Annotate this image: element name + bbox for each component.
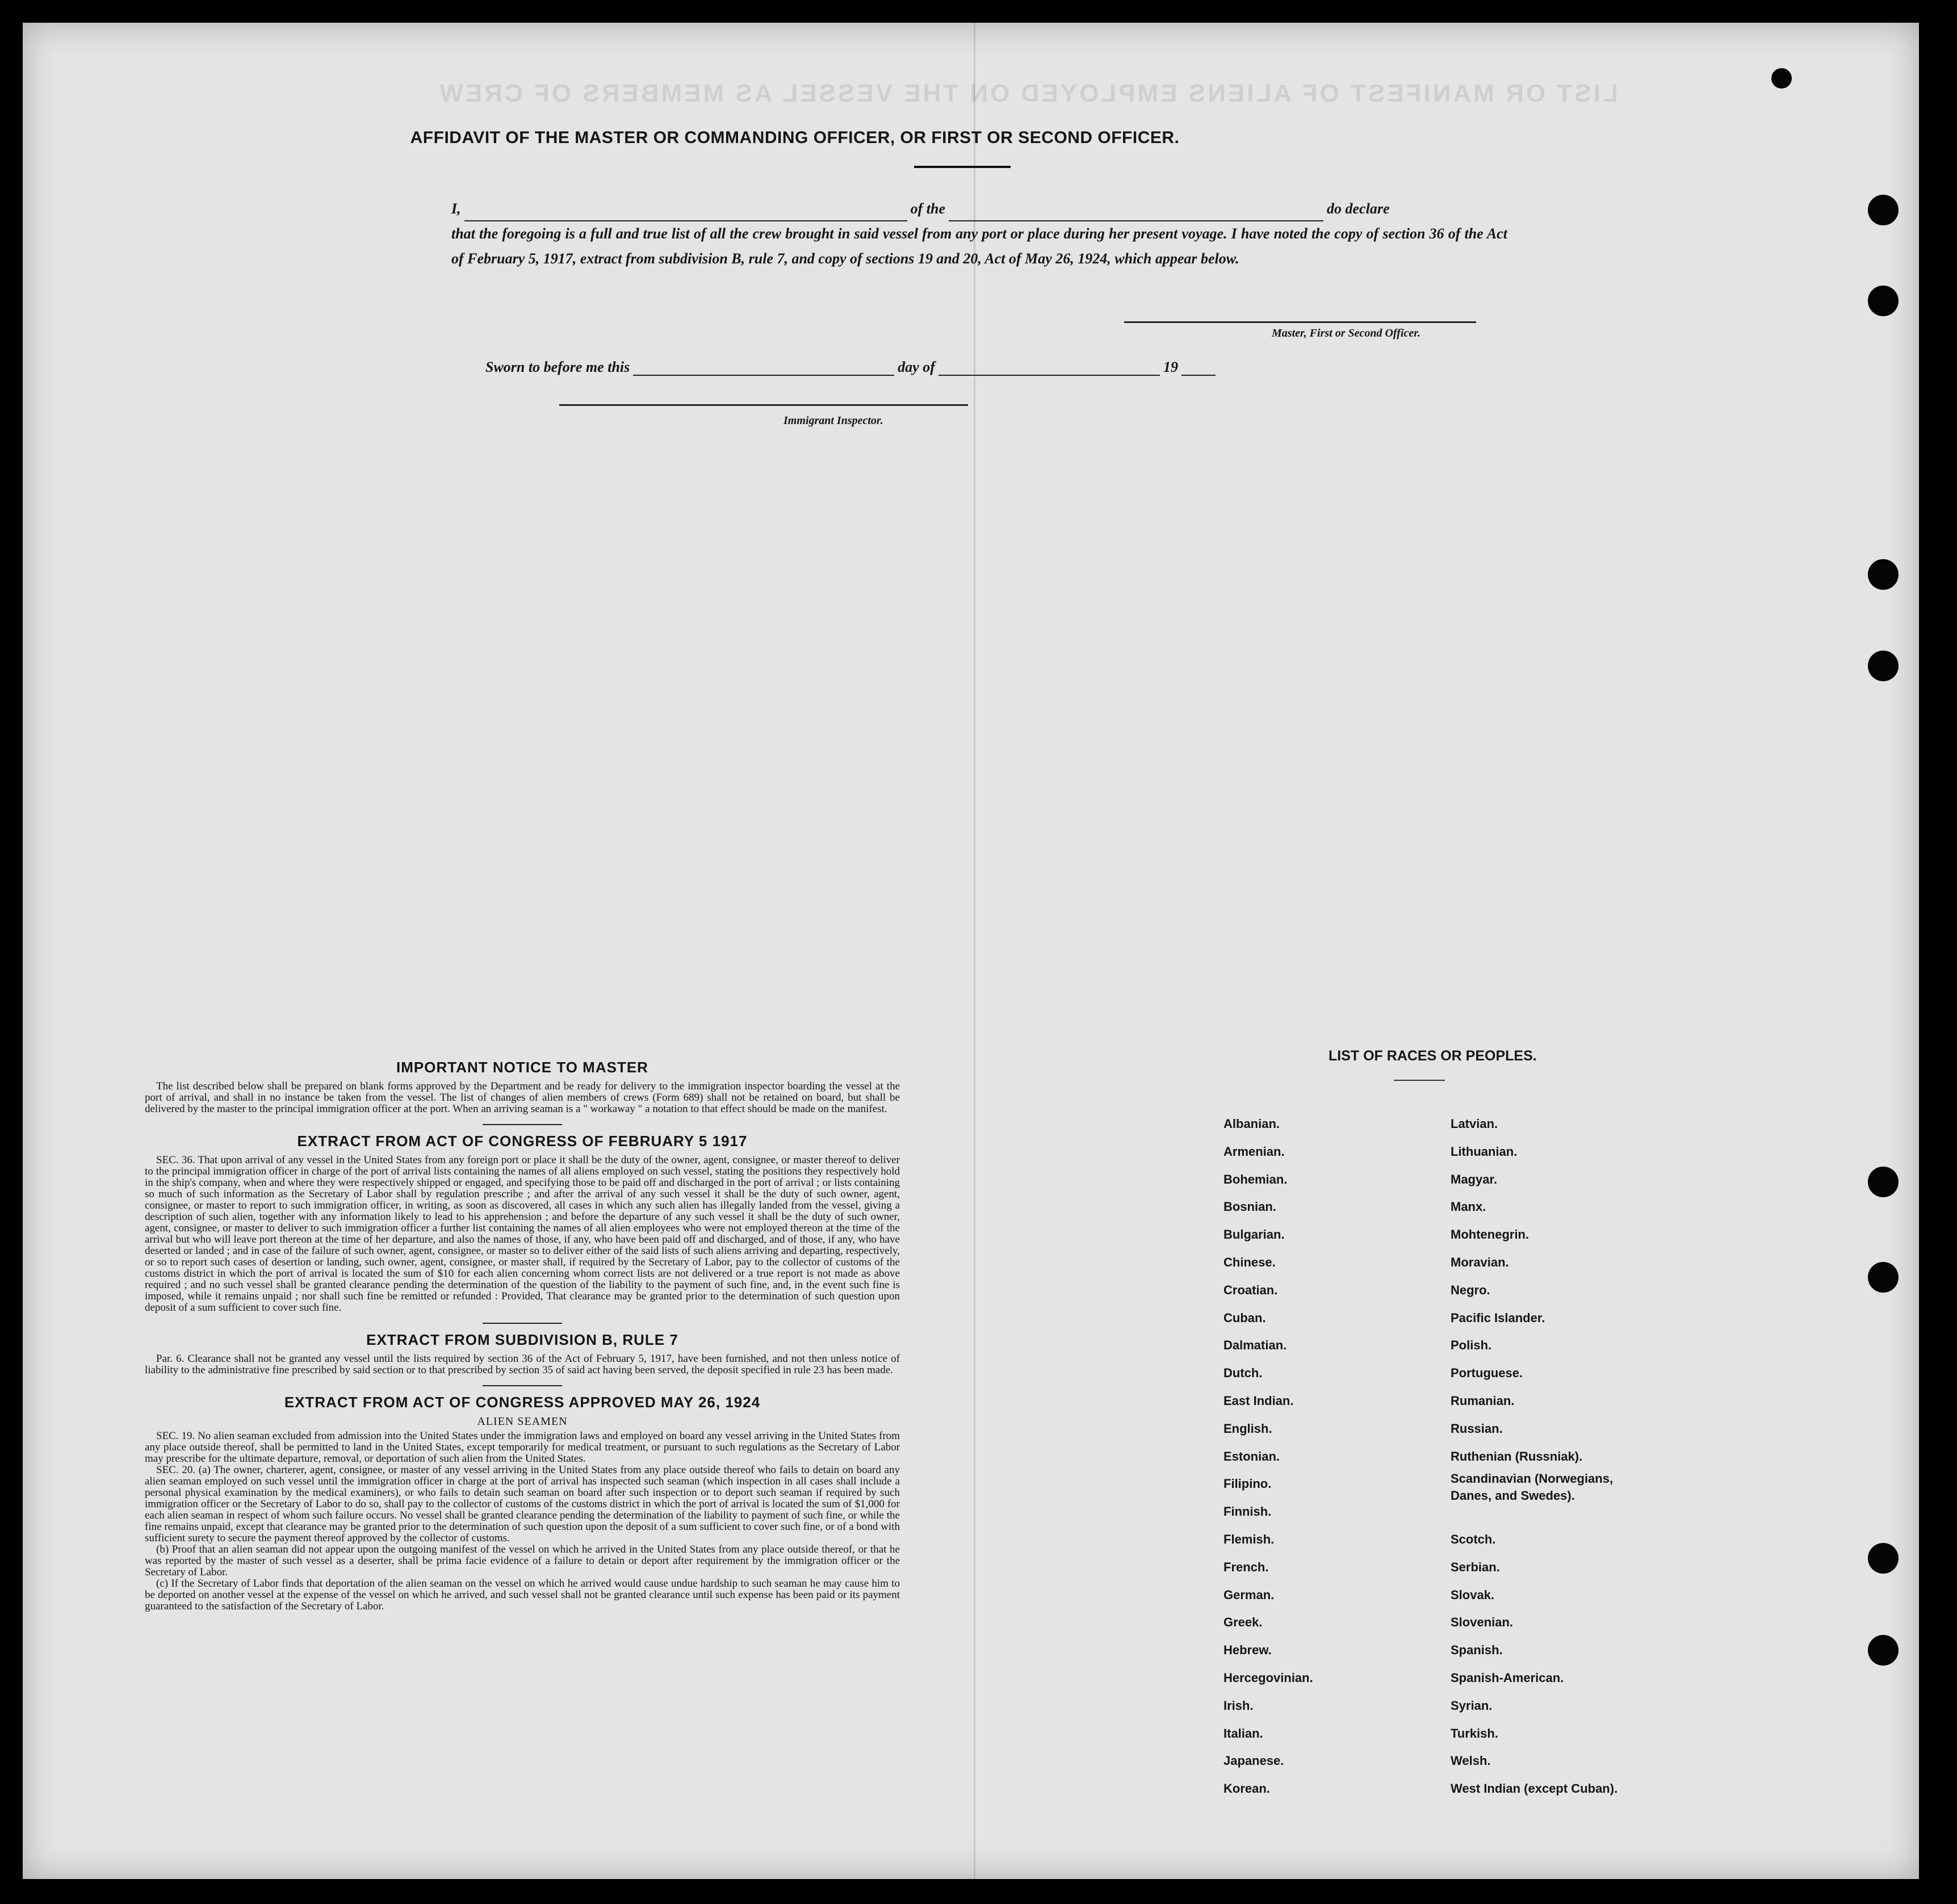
race-item: East Indian. xyxy=(1223,1393,1294,1408)
sworn-year-blank[interactable] xyxy=(1181,360,1216,376)
race-item: Hebrew. xyxy=(1223,1643,1272,1658)
race-item: Negro. xyxy=(1451,1282,1490,1297)
vessel-blank[interactable] xyxy=(949,206,1323,221)
race-item: Korean. xyxy=(1223,1781,1270,1796)
signature-line[interactable] xyxy=(1124,321,1476,323)
declaration-first-line xyxy=(451,196,1507,221)
race-item: Japanese. xyxy=(1223,1754,1284,1768)
race-item: Armenian. xyxy=(1223,1144,1285,1159)
declaration-text: that the foregoing is a full and true list of all the crew brought in said vessel from any port or place during her present voyage. I have noted the copy of section 36 of the Act of February 5, 1917, extract from subdivision B, rule 7, and copy of sections 19 and 20, Act of May 26, 1924, which appear below. xyxy=(451,225,1507,267)
race-item: Manx. xyxy=(1451,1200,1486,1214)
race-item: Scandinavian (Norwegians, Danes, and Swedes). xyxy=(1451,1471,1614,1503)
race-item: Flemish. xyxy=(1223,1532,1275,1546)
notice-title: IMPORTANT NOTICE TO MASTER xyxy=(396,1059,648,1076)
race-item: Croatian. xyxy=(1223,1282,1278,1297)
extract3-sec20a: SEC. 20. (a) The owner, charterer, agent, consignee, or master of any vessel arriving in the United States from any place outside thereof who fails to detain on board any alien seaman employed on such vessel until the immigration officer in charge at the port of arrival has inspected such seaman (which inspection in all cases shall include a personal physical examination by the medical examiners), or who fails to detain such seaman on board after such inspection or to deport such seaman if required by such immigration officer or the Secretary of Labor to do so, shall pay to the collector of customs of the customs district in which the port of arrival is located the sum of $1,000 for each alien seaman in respect of whom such failure occurs. No vessel shall be granted clearance pending the determination of the liability to payment of such fine, or while the fine remains unpaid, except that clearance may be granted prior to the determination of such question upon the deposit of a sum sufficient to cover such fine, or of a bond with sufficient surety to secure the payment thereof approved by the collector of customs. xyxy=(145,1464,900,1544)
race-item: French. xyxy=(1223,1559,1269,1574)
race-item: Pacific Islander. xyxy=(1451,1310,1545,1325)
punch-hole xyxy=(1771,68,1792,89)
race-item: Finnish. xyxy=(1223,1504,1272,1519)
punch-hole xyxy=(1868,195,1899,225)
race-item: Mohtenegrin. xyxy=(1451,1227,1529,1242)
races-column-1 xyxy=(1223,1110,1313,1803)
decl-of-the: of the xyxy=(910,200,946,217)
punch-hole xyxy=(1868,559,1899,590)
extract3-sec20b: (b) Proof that an alien seaman did not appear upon the outgoing manifest of the vessel on which he arrived in the United States from any place outside thereof, or that he was reported by the master of such vessel as a deserter, shall be prima facie evidence of a failure to detain or deport after requirement by the immigration officer or the Secretary of Labor. xyxy=(145,1544,900,1578)
sworn-day: day of xyxy=(898,359,935,375)
extract1-title: EXTRACT FROM ACT OF CONGRESS OF FEBRUARY 5 1917 xyxy=(297,1133,748,1150)
title-underline xyxy=(914,166,1011,168)
fold-crease xyxy=(974,23,975,1879)
name-blank[interactable] xyxy=(464,206,907,221)
declaration-block xyxy=(451,196,1507,271)
race-item: Albanian. xyxy=(1223,1117,1280,1131)
race-item: Slovak. xyxy=(1451,1587,1495,1602)
races-underline xyxy=(1394,1080,1445,1081)
race-item: Italian. xyxy=(1223,1726,1263,1741)
race-item: West Indian (except Cuban). xyxy=(1451,1781,1618,1796)
race-item: Dutch. xyxy=(1223,1366,1263,1381)
extract1-body: SEC. 36. That upon arrival of any vessel in the United States from any foreign port or place it shall be the duty of the owner, agent, consignee, or master thereof to deliver to the principal immigration officer in charge of the port of arrival lists containing the names of all aliens employed on such vessel, stating the positions they respectively hold in the ship's company, when and where they were respectively shipped or engaged, and specifying those to be paid off and discharged in the port of arrival ; or lists containing so much of such information as the Secretary of Labor shall by regulation prescribe ; and after the arrival of any such vessel it shall be the duty of such owner, agent, consignee, or master to report to such immigration officer, in writing, as soon as discovered, all cases in which any such alien has illegally landed from the vessel, giving a description of such alien, together with any information likely to lead to his apprehension ; and before the departure of any such vessel it shall be the duty of such owner, agent, consignee, or master to deliver to such immigration officer a further list containing the names of all alien employees who were not employed thereon at the time of the arrival but who will leave port thereon at the time of her departure, and also the names of those, if any, who have been paid off and discharged, and of those, if any, who have deserted or landed ; and in case of the failure of such owner, agent, consignee, or master so to deliver either of the said lists of such aliens arriving and departing, respectively, or so to report such cases of desertion or landing, such owner, agent, consignee, or master shall, if required by the Secretary of Labor, pay to the collector of customs of the customs district in which the port of arrival is located the sum of $10 for each alien concerning whom correct lists are not delivered or a true report is not made as above required ; and no such vessel shall be granted clearance pending the determination of the question of the liability to the payment of such fine, and, in the event such fine is imposed, while it remains unpaid ; nor shall such fine be remitted or refunded : Provided, That clearance may be granted prior to the determination of such question upon deposit of a sum sufficient to cover such fine. xyxy=(145,1154,900,1314)
sworn-line xyxy=(485,359,1219,376)
race-item: Syrian. xyxy=(1451,1698,1493,1713)
race-item: Rumanian. xyxy=(1451,1393,1515,1408)
race-item: Ruthenian (Russniak). xyxy=(1451,1449,1583,1463)
punch-hole xyxy=(1868,1262,1899,1293)
punch-hole xyxy=(1868,1167,1899,1197)
extract3-sec20c: (c) If the Secretary of Labor finds that deportation of the alien seaman on the vessel on which he arrived would cause undue hardship to such seaman he may cause him to be deported on another vessel at the expense of the vessel on which he arrived, and such vessel shall not be granted clearance until such expense has been paid or its payment guaranteed to the satisfaction of the Secretary of Labor. xyxy=(145,1578,900,1612)
race-item: Filipino. xyxy=(1223,1477,1272,1491)
race-item: Dalmatian. xyxy=(1223,1338,1287,1353)
race-item: Magyar. xyxy=(1451,1172,1497,1186)
punch-hole xyxy=(1868,1543,1899,1574)
race-item: Bosnian. xyxy=(1223,1200,1276,1214)
race-item: Bulgarian. xyxy=(1223,1227,1285,1242)
punch-hole xyxy=(1868,1635,1899,1666)
race-item: Irish. xyxy=(1223,1698,1254,1713)
sworn-day-blank[interactable] xyxy=(633,360,894,376)
race-item: Serbian. xyxy=(1451,1559,1500,1574)
race-item: Turkish. xyxy=(1451,1726,1498,1741)
race-item: Portuguese. xyxy=(1451,1366,1523,1381)
race-item: Slovenian. xyxy=(1451,1615,1514,1630)
race-item: Welsh. xyxy=(1451,1754,1491,1768)
race-item: Bohemian. xyxy=(1223,1172,1288,1186)
race-item: Spanish. xyxy=(1451,1643,1503,1658)
race-item: Greek. xyxy=(1223,1615,1263,1630)
notice-body: The list described below shall be prepared on blank forms approved by the Department and be ready for delivery to the immigration inspector boarding the vessel at the port of arrival, and shall in no instance be taken from the vessel. The list of changes of alien members of crews (Form 689) shall not be retained on board, but shall be delivered by the master to the principal immigration officer at the port. When an arriving seaman is a " workaway " a notation to that effect should be made on the manifest. xyxy=(145,1080,900,1115)
race-item: Polish. xyxy=(1451,1338,1492,1353)
races-title: LIST OF RACES OR PEOPLES. xyxy=(1329,1048,1537,1064)
sworn-month-blank[interactable] xyxy=(938,360,1160,376)
race-item: Cuban. xyxy=(1223,1310,1266,1325)
sworn-year: 19 xyxy=(1163,359,1178,375)
extract3-sec19: SEC. 19. No alien seaman excluded from admission into the United States under the immigration laws and employed on board any vessel arriving in the United States from any place outside thereof, shall be permitted to land in the United States, except temporarily for medical treatment, or pursuant to such regulations as the Secretary of Labor may prescribe for the ultimate departure, removal, or deportation of such alien from the United States. xyxy=(145,1430,900,1465)
races-column-2 xyxy=(1451,1110,1655,1803)
race-item: Lithuanian. xyxy=(1451,1144,1518,1159)
signature-label: Master, First or Second Officer. xyxy=(1272,327,1420,339)
divider xyxy=(483,1323,562,1324)
race-item: Moravian. xyxy=(1451,1255,1509,1269)
notice-section xyxy=(145,1059,900,1612)
sworn-prefix: Sworn to before me this xyxy=(485,359,630,375)
inspector-signature-line[interactable] xyxy=(559,404,968,406)
race-item: German. xyxy=(1223,1587,1275,1602)
ghost-header: LIST OR MANIFEST OF ALIENS EMPLOYED ON THE VESSEL AS MEMBERS OF CREW xyxy=(437,79,1618,107)
race-item: Spanish-American. xyxy=(1451,1670,1564,1685)
extract2-title: EXTRACT FROM SUBDIVISION B, RULE 7 xyxy=(366,1331,678,1348)
race-item: Estonian. xyxy=(1223,1449,1280,1463)
race-item: English. xyxy=(1223,1421,1272,1436)
extract3-subtitle: ALIEN SEAMEN xyxy=(477,1415,568,1428)
race-item: Hercegovinian. xyxy=(1223,1670,1313,1685)
race-item: Scotch. xyxy=(1451,1532,1496,1546)
document-page xyxy=(23,23,1919,1879)
inspector-label: Immigrant Inspector. xyxy=(783,414,883,427)
race-item: Russian. xyxy=(1451,1421,1503,1436)
extract2-body: Par. 6. Clearance shall not be granted any vessel until the lists required by section 36 of the Act of February 5, 1917, have been furnished, and not then unless notice of liability to the administrative fine prescribed by said section or to that prescribed by section 35 of said act having been served, the deposit specified in rule 23 has been made. xyxy=(145,1353,900,1376)
divider xyxy=(483,1385,562,1386)
extract3-title: EXTRACT FROM ACT OF CONGRESS APPROVED MAY 26, 1924 xyxy=(284,1394,761,1411)
divider xyxy=(483,1124,562,1125)
affidavit-title: AFFIDAVIT OF THE MASTER OR COMMANDING OFFICER, OR FIRST OR SECOND OFFICER. xyxy=(410,128,1180,147)
punch-hole xyxy=(1868,286,1899,316)
race-item: Latvian. xyxy=(1451,1117,1498,1131)
decl-i: I, xyxy=(451,200,461,217)
decl-do-declare: do declare xyxy=(1327,200,1390,217)
race-item: Chinese. xyxy=(1223,1255,1276,1269)
punch-hole xyxy=(1868,651,1899,681)
